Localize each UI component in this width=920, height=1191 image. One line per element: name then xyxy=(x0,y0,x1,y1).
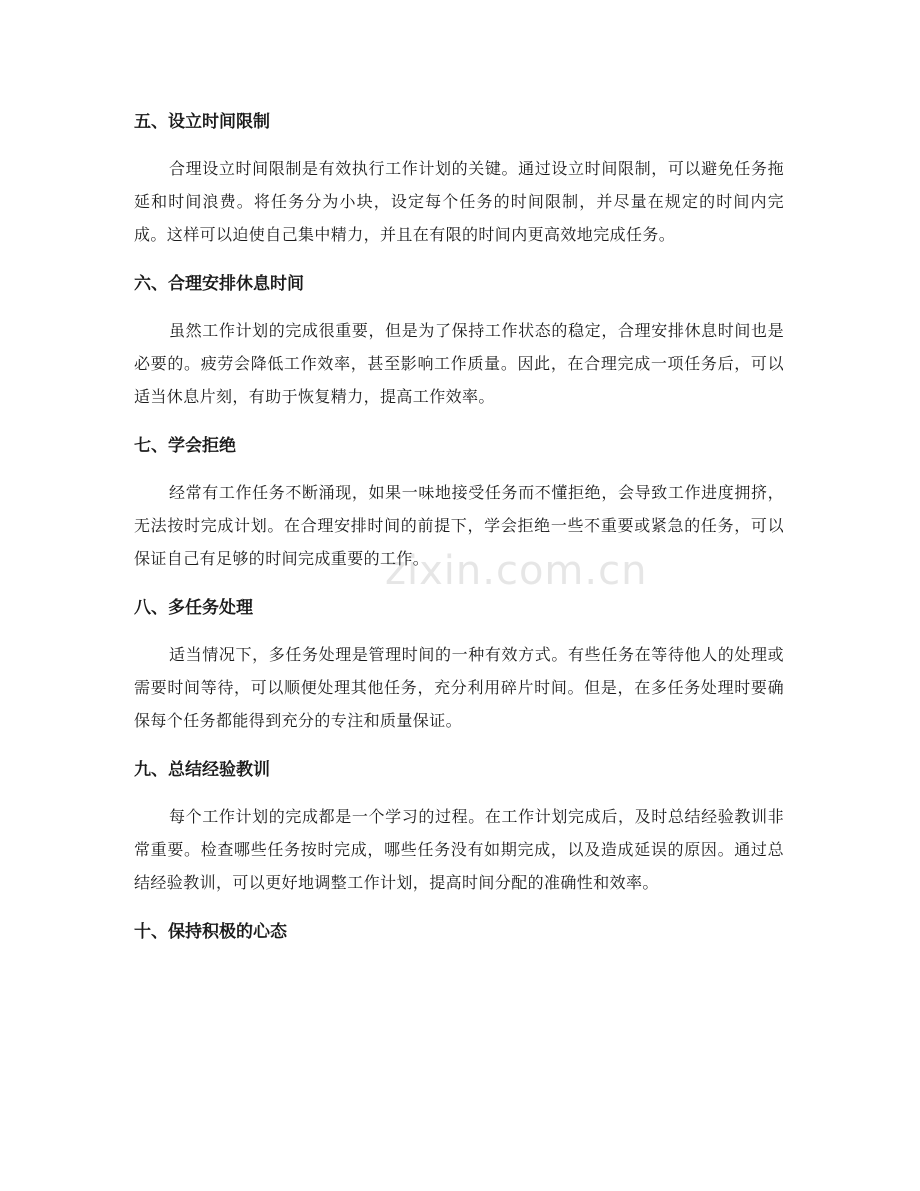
watermark: zixin.com.cn xyxy=(385,548,648,594)
section-heading-9: 九、总结经验教训 xyxy=(134,760,270,780)
section-heading-8: 八、多任务处理 xyxy=(134,598,253,618)
section-heading-5: 五、设立时间限制 xyxy=(134,112,270,132)
section-heading-7: 七、学会拒绝 xyxy=(134,436,236,456)
document-content xyxy=(134,104,784,950)
section-heading-6: 六、合理安排休息时间 xyxy=(134,274,304,294)
section-paragraph-7: 经常有工作任务不断涌现，如果一味地接受任务而不懂拒绝，会导致工作进度拥挤，无法按时完成计划。在合理安排时间的前提下，学会拒绝一些不重要或紧急的任务，可以保证自己有足够的时间完成重要的工作。 xyxy=(134,483,784,568)
section-paragraph-9: 每个工作计划的完成都是一个学习的过程。在工作计划完成后，及时总结经验教训非常重要。检查哪些任务按时完成，哪些任务没有如期完成，以及造成延误的原因。通过总结经验教训，可以更好地调整工作计划，提高时间分配的准确性和效率。 xyxy=(134,807,784,892)
section-paragraph-8: 适当情况下，多任务处理是管理时间的一种有效方式。有些任务在等待他人的处理或需要时间等待，可以顺便处理其他任务，充分利用碎片时间。但是，在多任务处理时要确保每个任务都能得到充分的专注和质量保证。 xyxy=(134,645,784,730)
section-paragraph-5: 合理设立时间限制是有效执行工作计划的关键。通过设立时间限制，可以避免任务拖延和时间浪费。将任务分为小块，设定每个任务的时间限制，并尽量在规定的时间内完成。这样可以迫使自己集中精力，并且在有限的时间内更高效地完成任务。 xyxy=(134,159,784,244)
section-paragraph-6: 虽然工作计划的完成很重要，但是为了保持工作状态的稳定，合理安排休息时间也是必要的。疲劳会降低工作效率，甚至影响工作质量。因此，在合理完成一项任务后，可以适当休息片刻，有助于恢复精力，提高工作效率。 xyxy=(134,321,784,406)
section-heading-10: 十、保持积极的心态 xyxy=(134,922,287,942)
